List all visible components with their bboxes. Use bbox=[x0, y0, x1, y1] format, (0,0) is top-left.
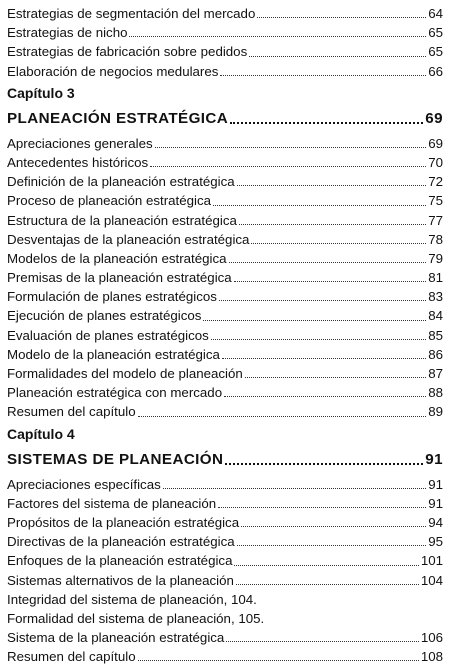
toc-entry-title: Apreciaciones generales bbox=[7, 135, 153, 151]
toc-entry-title: Planeación estratégica con mercado bbox=[7, 385, 223, 401]
toc-entry-title: Estrategias de nicho bbox=[7, 25, 128, 41]
toc-entry-page: 64 bbox=[428, 6, 443, 21]
toc-entry bbox=[7, 287, 443, 306]
dot-leader bbox=[138, 416, 427, 417]
toc-entry-page: 95 bbox=[428, 534, 443, 550]
toc-entry-title: Propósitos de la planeación estratégica bbox=[7, 514, 240, 530]
toc-entry-title: Formalidades del modelo de planeación bbox=[7, 366, 243, 381]
toc-entry-page: 88 bbox=[428, 385, 443, 401]
toc-entry-page: 106 bbox=[420, 630, 443, 646]
dot-leader bbox=[234, 281, 427, 282]
toc-entry bbox=[7, 513, 443, 532]
toc-entry-title: Factores del sistema de planeación bbox=[7, 495, 217, 511]
dot-leader bbox=[236, 584, 419, 585]
toc-entry-title: Modelo de la planeación estratégica bbox=[7, 346, 220, 362]
toc-entry bbox=[7, 134, 443, 153]
dot-leader bbox=[218, 507, 426, 508]
dot-leader bbox=[226, 641, 418, 642]
toc-entry-page: 91 bbox=[428, 495, 443, 511]
toc-entry bbox=[7, 532, 443, 551]
dot-leader bbox=[225, 463, 423, 465]
toc-entry-title: Estrategias de segmentación del mercado bbox=[7, 6, 256, 21]
toc-entry-title: Ejecución de planes estratégicos bbox=[7, 308, 202, 324]
dot-leader bbox=[129, 36, 426, 37]
toc-entry-title: Antecedentes históricos bbox=[7, 154, 149, 170]
toc-entry bbox=[7, 268, 443, 287]
toc-entry-title: Formulación de planes estratégicos bbox=[7, 289, 217, 305]
toc-entry-page: 101 bbox=[420, 553, 443, 569]
toc-entry bbox=[7, 230, 443, 249]
toc-entry bbox=[7, 628, 443, 647]
toc-entry-title: Apreciaciones específicas bbox=[7, 476, 161, 492]
dot-leader bbox=[150, 166, 426, 167]
toc-entry bbox=[7, 402, 443, 421]
dot-leader bbox=[211, 339, 426, 340]
toc-entry-title: Estructura de la planeación estratégica bbox=[7, 212, 237, 228]
table-of-contents bbox=[7, 4, 443, 666]
toc-entry-page: 84 bbox=[428, 308, 443, 324]
toc-entry-title: Evaluación de planes estratégicos bbox=[7, 327, 209, 343]
toc-entry-page: 94 bbox=[428, 514, 443, 530]
toc-entry-title: Resumen del capítulo bbox=[7, 404, 136, 420]
dot-leader bbox=[219, 300, 426, 301]
toc-entry bbox=[7, 647, 443, 666]
toc-entry-page: 108 bbox=[420, 649, 443, 665]
dot-leader bbox=[224, 396, 426, 397]
dot-leader bbox=[257, 17, 426, 18]
toc-subentry-line: Formalidad del sistema de planeación, 105. bbox=[7, 610, 265, 626]
toc-entry-title: Desventajas de la planeación estratégica bbox=[7, 231, 250, 247]
toc-entry bbox=[7, 62, 443, 81]
toc-entry bbox=[7, 42, 443, 61]
chapter-title-row bbox=[7, 108, 443, 130]
toc-entry-page: 91 bbox=[428, 476, 443, 492]
dot-leader bbox=[203, 320, 426, 321]
dot-leader bbox=[249, 56, 426, 57]
chapter-title-row bbox=[7, 449, 443, 471]
toc-entry bbox=[7, 4, 443, 23]
dot-leader bbox=[155, 147, 427, 148]
toc-entry-page: 83 bbox=[428, 289, 443, 305]
dot-leader bbox=[237, 185, 427, 186]
dot-leader bbox=[222, 358, 426, 359]
toc-entry bbox=[7, 383, 443, 402]
toc-entry-page: 89 bbox=[428, 404, 443, 420]
toc-entry-page: 87 bbox=[428, 366, 443, 381]
chapter-title: PLANEACIÓN ESTRATÉGICA bbox=[7, 109, 229, 127]
dot-leader bbox=[237, 545, 427, 546]
toc-entry bbox=[7, 211, 443, 230]
toc-entry bbox=[7, 494, 443, 513]
dot-leader bbox=[245, 377, 426, 378]
toc-entry-page: 79 bbox=[428, 250, 443, 266]
toc-entry bbox=[7, 172, 443, 191]
toc-entry bbox=[7, 326, 443, 345]
toc-entry-title: Resumen del capítulo bbox=[7, 649, 136, 665]
chapter-label: Capítulo 4 bbox=[7, 425, 75, 442]
toc-entry-page: 65 bbox=[428, 44, 443, 60]
toc-entry bbox=[7, 23, 443, 42]
toc-entry-title: Modelos de la planeación estratégica bbox=[7, 250, 227, 266]
dot-leader bbox=[220, 75, 426, 76]
dot-leader bbox=[239, 224, 426, 225]
toc-entry-title: Sistemas alternativos de la planeación bbox=[7, 572, 234, 588]
toc-entry-page: 85 bbox=[428, 327, 443, 343]
toc-subentry-line: Integridad del sistema de planeación, 104. bbox=[7, 591, 257, 607]
dot-leader bbox=[138, 660, 419, 661]
toc-entry-page: 86 bbox=[428, 346, 443, 362]
toc-entry bbox=[7, 475, 443, 494]
toc-entry-title: Definición de la planeación estratégica bbox=[7, 174, 235, 190]
toc-entry-title: Proceso de planeación estratégica bbox=[7, 193, 212, 209]
dot-leader bbox=[213, 205, 426, 206]
toc-entry bbox=[7, 571, 443, 590]
dot-leader bbox=[234, 565, 418, 566]
toc-entry-title: Sistema de la planeación estratégica bbox=[7, 630, 225, 646]
toc-entry-title: Elaboración de negocios medulares bbox=[7, 63, 219, 79]
toc-entry-page: 69 bbox=[428, 135, 443, 151]
toc-entry-title: Premisas de la planeación estratégica bbox=[7, 270, 232, 286]
dot-leader bbox=[241, 526, 426, 527]
dot-leader bbox=[163, 488, 426, 489]
toc-entry-title: Estrategias de fabricación sobre pedidos bbox=[7, 44, 248, 60]
toc-entry bbox=[7, 191, 443, 210]
toc-entry-page: 104 bbox=[420, 572, 443, 588]
chapter-page: 69 bbox=[425, 109, 443, 127]
toc-entry bbox=[7, 364, 443, 383]
toc-entry bbox=[7, 153, 443, 172]
dot-leader bbox=[229, 262, 427, 263]
toc-entry-page: 72 bbox=[428, 174, 443, 190]
toc-entry-page: 65 bbox=[428, 25, 443, 41]
toc-entry-page: 75 bbox=[428, 193, 443, 209]
chapter-page: 91 bbox=[425, 450, 443, 468]
toc-entry-page: 77 bbox=[428, 212, 443, 228]
toc-entry-page: 78 bbox=[428, 231, 443, 247]
chapter-title: SISTEMAS DE PLANEACIÓN bbox=[7, 450, 224, 468]
chapter-label: Capítulo 3 bbox=[7, 84, 75, 101]
dot-leader bbox=[251, 243, 426, 244]
toc-entry bbox=[7, 249, 443, 268]
toc-entry bbox=[7, 306, 443, 325]
toc-entry-page: 66 bbox=[428, 63, 443, 79]
toc-entry-title: Directivas de la planeación estratégica bbox=[7, 534, 235, 550]
toc-entry-page: 70 bbox=[428, 154, 443, 170]
toc-entry-page: 81 bbox=[428, 270, 443, 286]
toc-entry-title: Enfoques de la planeación estratégica bbox=[7, 553, 233, 569]
toc-entry bbox=[7, 551, 443, 570]
dot-leader bbox=[230, 122, 423, 124]
toc-entry bbox=[7, 345, 443, 364]
